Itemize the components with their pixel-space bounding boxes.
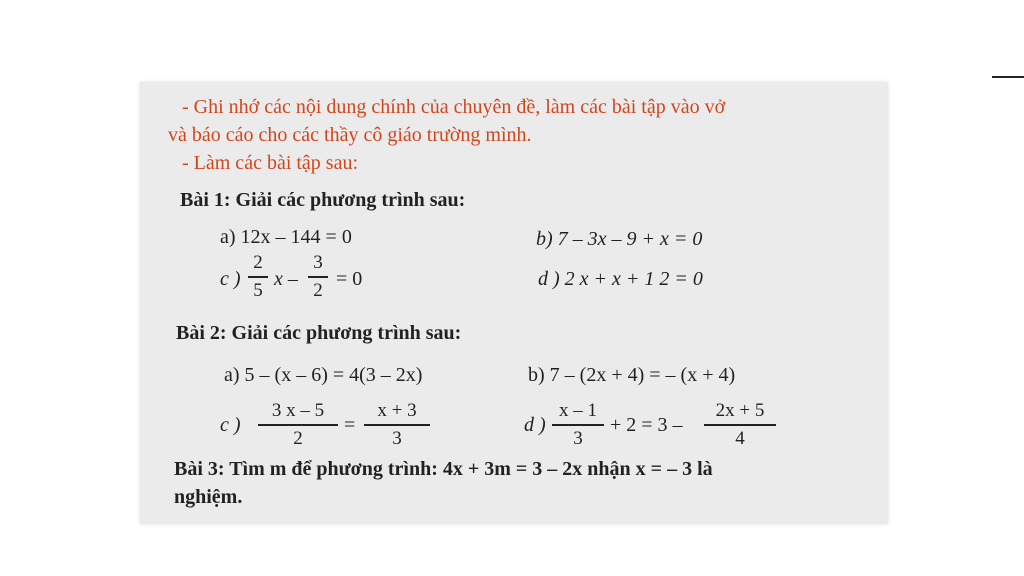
fraction-denominator: 4 bbox=[735, 427, 745, 449]
bai1-eq-a: a) 12x – 144 = 0 bbox=[220, 226, 352, 248]
bai2-eq-d-label: d ) bbox=[524, 414, 546, 436]
bai1-eq-d: d ) 2 x + x + 1 2 = 0 bbox=[538, 268, 703, 290]
bai2-d-fraction-2 bbox=[704, 400, 776, 450]
bai1-c-fraction-2 bbox=[308, 252, 328, 302]
fraction-numerator: 3 bbox=[313, 252, 323, 273]
bai1-c-fraction-1 bbox=[248, 252, 268, 302]
instruction-line-1: - Ghi nhớ các nội dung chính của chuyên đề, làm các bài tập vào vở bbox=[182, 96, 726, 118]
bai2-c-fraction-1 bbox=[258, 400, 338, 450]
fraction-numerator: x + 3 bbox=[377, 400, 417, 421]
fraction-numerator: x – 1 bbox=[559, 400, 597, 421]
fraction-bar bbox=[258, 424, 338, 426]
bai2-title: Bài 2: Giải các phương trình sau: bbox=[176, 322, 462, 344]
corner-line bbox=[992, 76, 1024, 78]
bai2-eq-d-middle: + 2 = 3 – bbox=[610, 414, 683, 436]
bai2-c-fraction-2 bbox=[364, 400, 430, 450]
fraction-denominator: 2 bbox=[313, 279, 323, 301]
fraction-denominator: 3 bbox=[392, 427, 402, 449]
instruction-line-2: và báo cáo cho các thầy cô giáo trường mình. bbox=[168, 124, 532, 146]
fraction-denominator: 2 bbox=[293, 427, 303, 449]
bai2-eq-c-equals: = bbox=[344, 414, 356, 436]
bai3-line-1: Bài 3: Tìm m để phương trình: 4x + 3m = 3 – 2x nhận x = – 3 là bbox=[174, 458, 713, 480]
fraction-numerator: 2 bbox=[253, 252, 263, 273]
fraction-bar bbox=[704, 424, 776, 426]
exercise-sheet bbox=[140, 82, 888, 524]
fraction-numerator: 2x + 5 bbox=[715, 400, 765, 421]
fraction-bar bbox=[248, 276, 268, 278]
fraction-numerator: 3 x – 5 bbox=[271, 400, 325, 421]
bai1-eq-c-label: c ) bbox=[220, 268, 241, 290]
fraction-bar bbox=[364, 424, 430, 426]
bai2-eq-b: b) 7 – (2x + 4) = – (x + 4) bbox=[528, 364, 736, 386]
fraction-bar bbox=[308, 276, 328, 278]
bai2-eq-a: a) 5 – (x – 6) = 4(3 – 2x) bbox=[224, 364, 423, 386]
bai2-d-fraction-1 bbox=[552, 400, 604, 450]
bai2-eq-c-label: c ) bbox=[220, 414, 241, 436]
fraction-denominator: 3 bbox=[573, 427, 583, 449]
bai1-eq-c-x-minus: x – bbox=[274, 268, 298, 290]
bai3-line-2: nghiệm. bbox=[174, 486, 243, 508]
fraction-bar bbox=[552, 424, 604, 426]
bai1-eq-b: b) 7 – 3x – 9 + x = 0 bbox=[536, 228, 703, 250]
instruction-line-3: - Làm các bài tập sau: bbox=[182, 152, 359, 174]
bai1-eq-c-rhs: = 0 bbox=[336, 268, 363, 290]
bai1-title: Bài 1: Giải các phương trình sau: bbox=[180, 189, 466, 211]
fraction-denominator: 5 bbox=[253, 279, 263, 301]
